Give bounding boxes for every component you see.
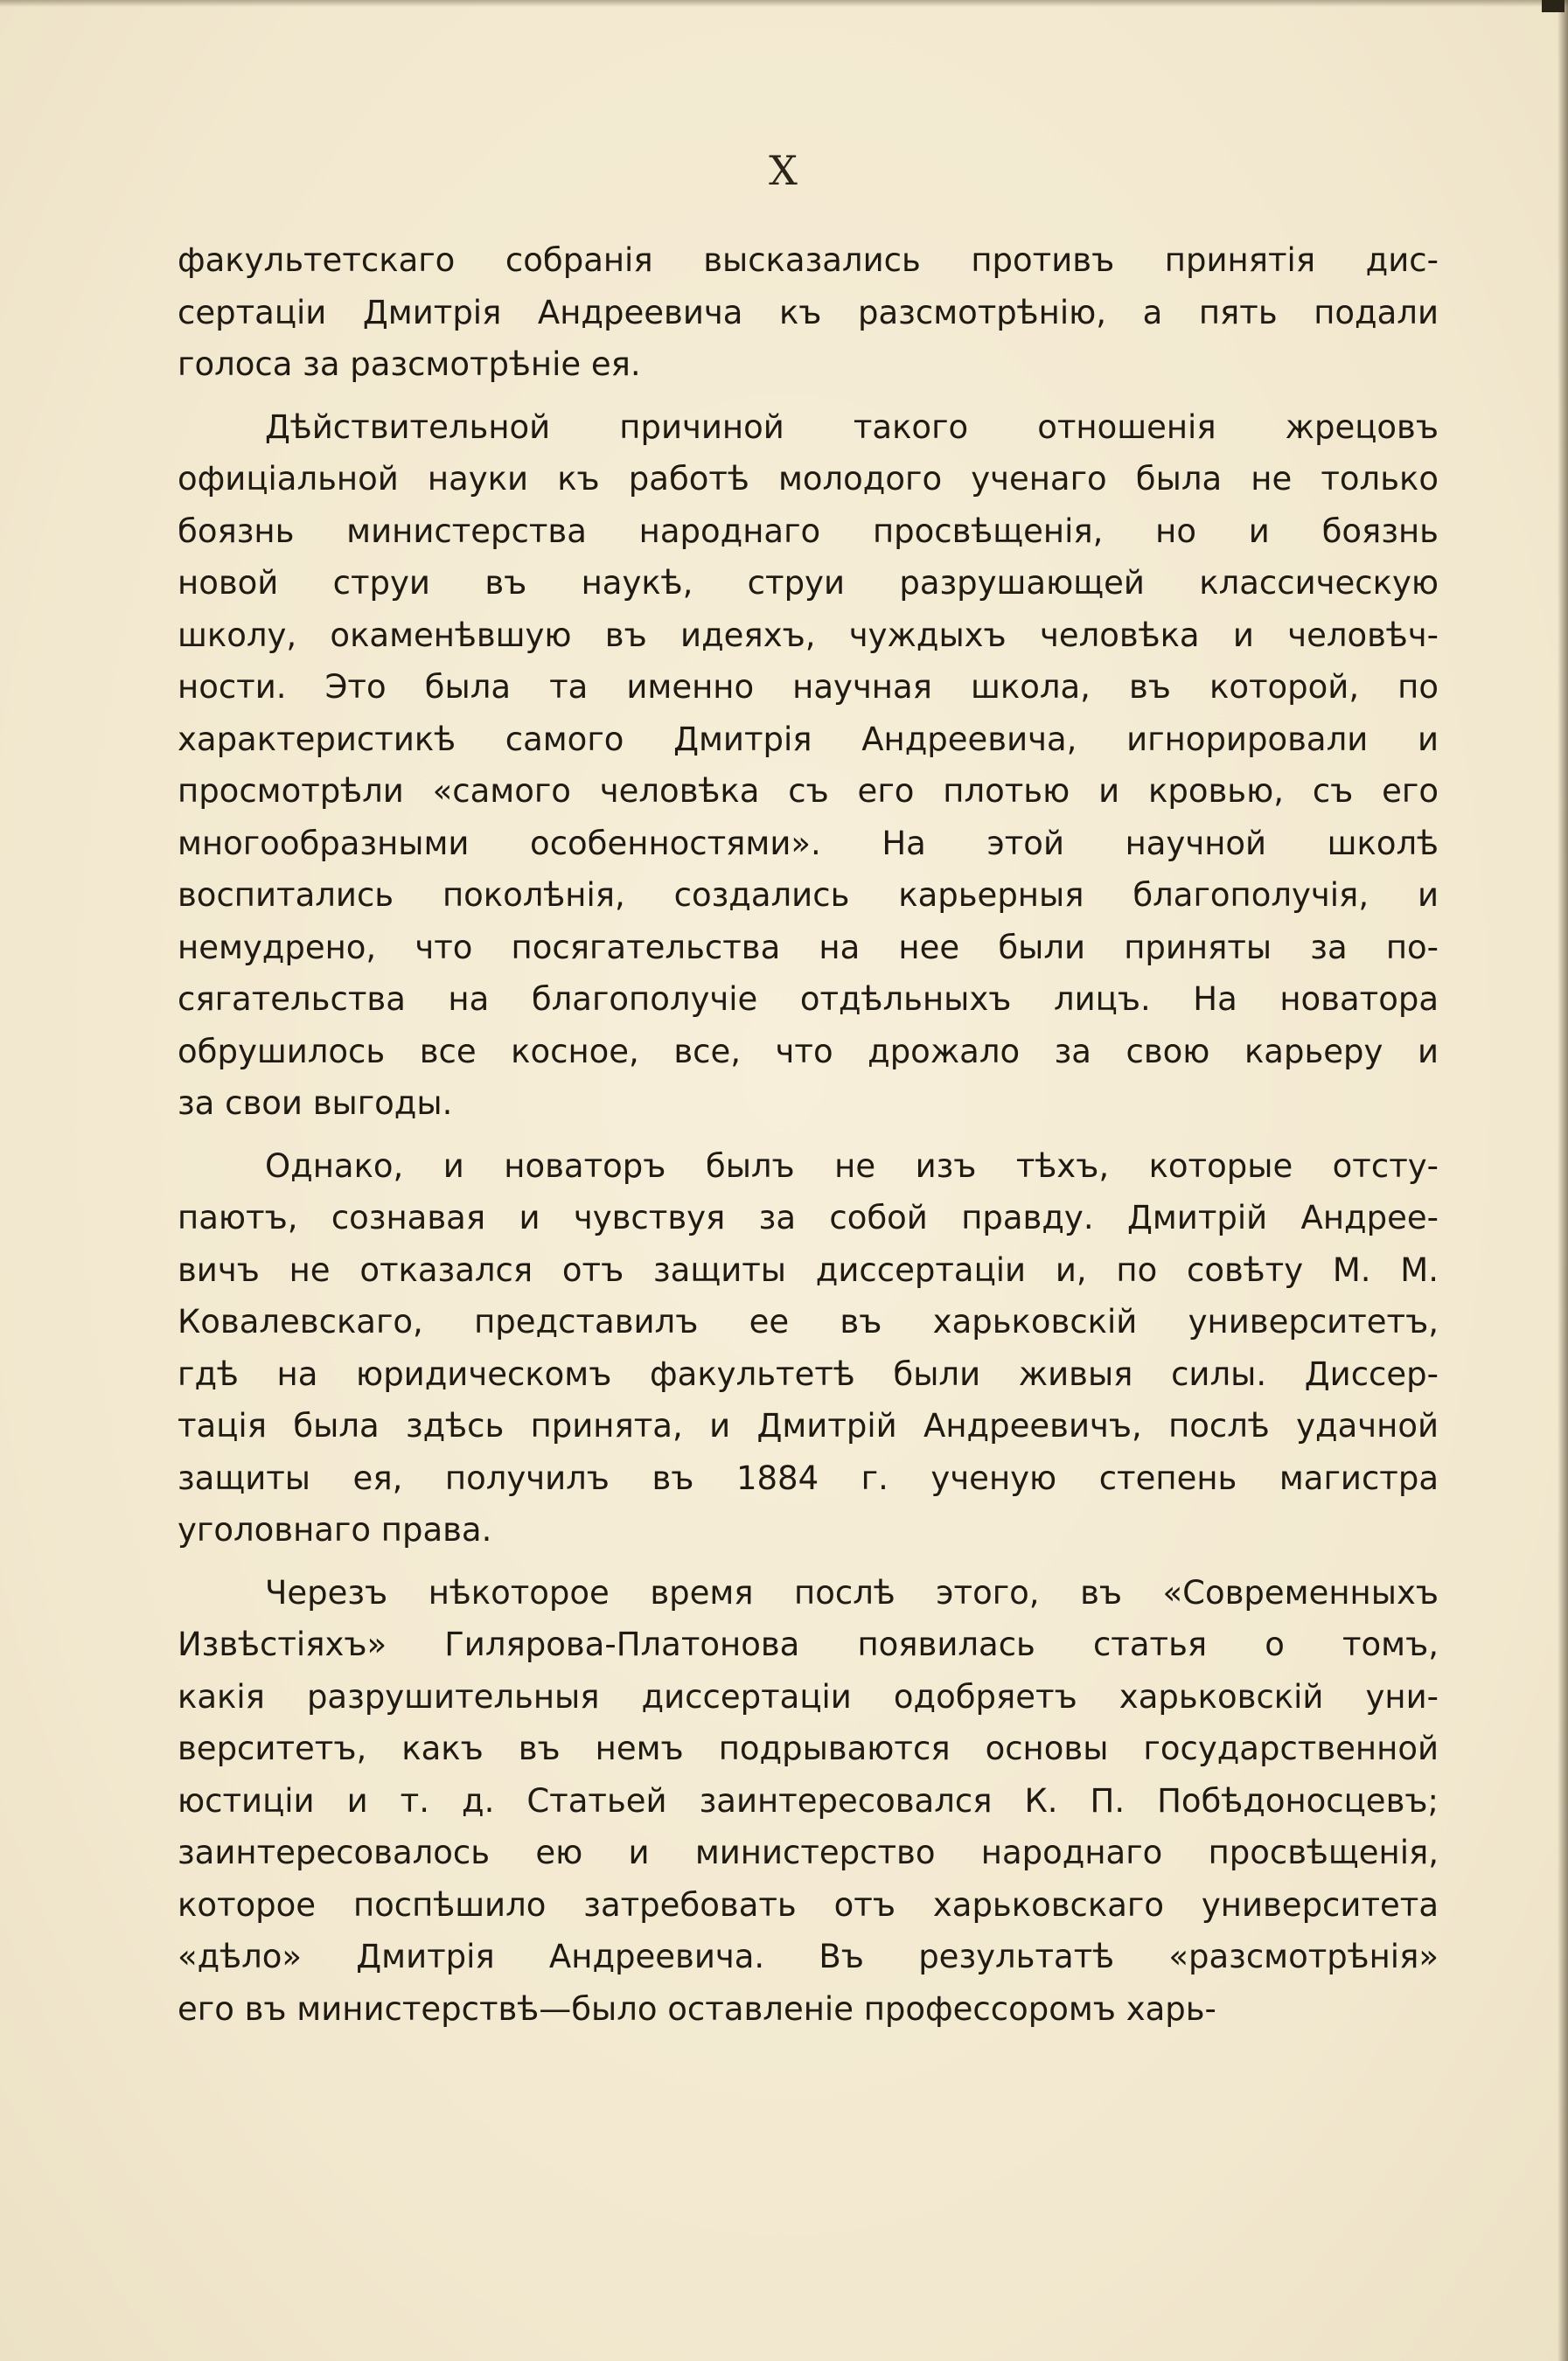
text-line: тація была здѣсь принята, и Дмитрій Андреевичъ, послѣ удачной	[178, 1407, 1439, 1445]
paragraph	[178, 1567, 1439, 2036]
text-line: новой струи въ наукѣ, струи разрушающей классическую	[178, 564, 1439, 602]
text-line: немудрено, что посягательства на нее были приняты за по-	[178, 928, 1439, 966]
paragraph-gap	[178, 1130, 1439, 1140]
text-line: голоса за разсмотрѣніе ея.	[178, 345, 641, 383]
text-line: Извѣстіяхъ» Гилярова-Платонова появилась статья о томъ,	[178, 1626, 1439, 1663]
text-line: которое поспѣшило затребовать отъ харьковскаго университета	[178, 1885, 1439, 1924]
text-line: «дѣло» Дмитрія Андреевича. Въ результатѣ «разсмотрѣнія»	[178, 1938, 1439, 1975]
text-line: защиты ея, получилъ въ 1884 г. ученую степень магистра	[178, 1459, 1439, 1497]
paragraph-gap	[178, 391, 1439, 401]
text-line: боязнь министерства народнаго просвѣщенія, но и боязнь	[178, 512, 1439, 550]
page-top-shadow	[0, 0, 1568, 7]
text-line: Однако, и новаторъ былъ не изъ тѣхъ, которые отсту-	[265, 1146, 1439, 1185]
text-line: вичъ не отказался отъ защиты диссертаціи и, по совѣту М. М.	[178, 1250, 1439, 1289]
text-line: уголовнаго права.	[178, 1511, 492, 1549]
text-line: паютъ, сознавая и чувствуя за собой правду. Дмитрій Андрее-	[178, 1199, 1439, 1236]
text-line: характеристикѣ самого Дмитрія Андреевича, игнорировали и	[178, 720, 1439, 758]
text-line: заинтересовалось ею и министерство народнаго просвѣщенія,	[178, 1834, 1439, 1871]
paragraph	[178, 401, 1439, 1130]
paragraph	[178, 1140, 1439, 1557]
text-line: гдѣ на юридическомъ факультетѣ были живыя силы. Диссер-	[178, 1355, 1439, 1393]
corner-mark	[1542, 0, 1565, 12]
text-line: за свои выгоды.	[178, 1084, 453, 1122]
text-line: юстиціи и т. д. Статьей заинтересовался К. П. Побѣдоносцевъ;	[178, 1781, 1439, 1820]
text-line: многообразными особенностями». На этой научной школѣ	[178, 824, 1439, 862]
paragraph	[178, 234, 1439, 391]
text-line: какія разрушительныя диссертаціи одобряетъ харьковскій уни-	[178, 1677, 1439, 1716]
text-line: факультетскаго собранія высказались противъ принятія дис-	[178, 241, 1439, 279]
paragraph-gap	[178, 1557, 1439, 1567]
text-line: Дѣйствительной причиной такого отношенія жрецовъ	[265, 407, 1439, 446]
page-number: X	[769, 147, 799, 194]
text-line: его въ министерствѣ—было оставленіе профессоромъ харь-	[178, 1989, 1216, 2028]
text-line: офиціальной науки къ работѣ молодого ученаго была не только	[178, 460, 1439, 498]
text-line: сягательства на благополучіе отдѣльныхъ лицъ. На новатора	[178, 980, 1439, 1018]
text-line: сертаціи Дмитрія Андреевича къ разсмотрѣнію, а пять подали	[178, 293, 1439, 331]
text-line: Ковалевскаго, представилъ ее въ харьковскій университетъ,	[178, 1303, 1439, 1341]
text-line: верситетъ, какъ въ немъ подрываются основы государственной	[178, 1730, 1439, 1767]
text-line: обрушилось все косное, все, что дрожало за свою карьеру и	[178, 1032, 1439, 1070]
text-line: просмотрѣли «самого человѣка съ его плотью и кровью, съ его	[178, 772, 1439, 810]
page-right-edge	[1558, 0, 1568, 2361]
body-text	[178, 234, 1439, 2035]
text-line: ности. Это была та именно научная школа, въ которой, по	[178, 668, 1439, 706]
text-line: Черезъ нѣкоторое время послѣ этого, въ «Современныхъ	[265, 1573, 1439, 1612]
text-line: школу, окаменѣвшую въ идеяхъ, чуждыхъ человѣка и человѣч-	[178, 616, 1439, 654]
text-line: воспитались поколѣнія, создались карьерныя благополучія, и	[178, 876, 1439, 914]
